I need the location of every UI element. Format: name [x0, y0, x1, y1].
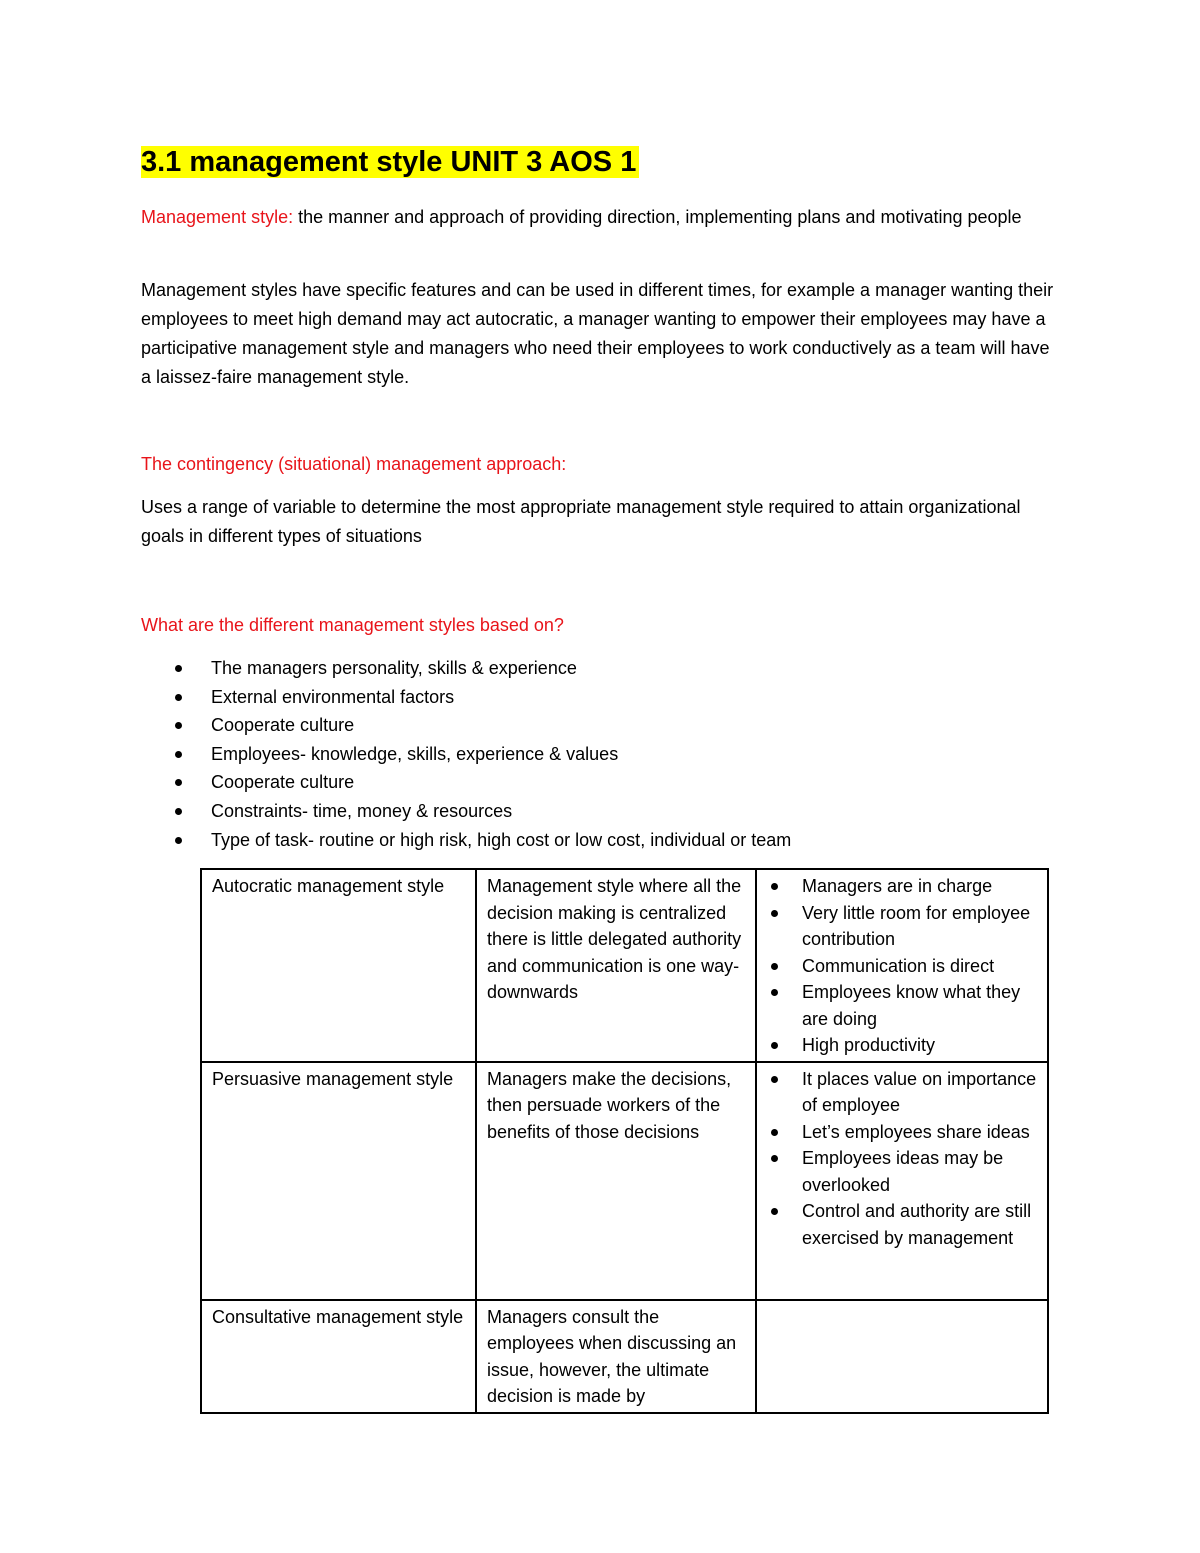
list-item: Managers are in charge [767, 873, 1037, 900]
bullet-icon [175, 751, 182, 758]
bullet-icon [771, 1155, 778, 1162]
based-on-list [141, 654, 791, 854]
style-points-cell [756, 1062, 1048, 1300]
based-on-heading: What are the different management styles based on? [141, 615, 564, 635]
management-styles-table [200, 868, 1049, 1414]
bullet-icon [175, 665, 182, 672]
bullet-icon [771, 1208, 778, 1215]
points-list [767, 1066, 1037, 1252]
table-row [201, 869, 1048, 1062]
style-name-cell: Consultative management style [201, 1300, 476, 1413]
list-item: Type of task- routine or high risk, high cost or low cost, individual or team [141, 826, 791, 855]
page-title [141, 142, 639, 182]
bullet-icon [771, 989, 778, 996]
points-list [767, 873, 1037, 1059]
title-highlight: 3.1 management style UNIT 3 AOS 1 [141, 146, 639, 178]
bullet-icon [771, 910, 778, 917]
style-description-cell: Managers consult the employees when discussing an issue, however, the ultimate decision is made by [476, 1300, 756, 1413]
definition-paragraph [141, 203, 1061, 232]
bullet-icon [175, 779, 182, 786]
list-item: High productivity [767, 1032, 1037, 1059]
bullet-icon [771, 883, 778, 890]
style-description-cell: Managers make the decisions, then persuade workers of the benefits of those decisions [476, 1062, 756, 1300]
list-item: The managers personality, skills & experience [141, 654, 791, 683]
list-item: Employees- knowledge, skills, experience & values [141, 740, 791, 769]
list-item: Very little room for employee contribution [767, 900, 1037, 953]
list-item: Let’s employees share ideas [767, 1119, 1037, 1146]
list-item: It places value on importance of employee [767, 1066, 1037, 1119]
intro-paragraph: Management styles have specific features and can be used in different times, for example a manager wanting their employees to meet high demand may act autocratic, a manager wanting to empower their employees may have a participative management style and managers who need their employees to work conductively as a team will have a laissez-faire management style. [141, 280, 1054, 387]
list-item: Communication is direct [767, 953, 1037, 980]
bullet-icon [771, 963, 778, 970]
list-item: Employees ideas may be overlooked [767, 1145, 1037, 1198]
list-item: Employees know what they are doing [767, 979, 1037, 1032]
definition-text: the manner and approach of providing direction, implementing plans and motivating people [293, 207, 1022, 227]
bullet-icon [175, 694, 182, 701]
list-item: Control and authority are still exercised by management [767, 1198, 1037, 1251]
style-description-cell: Management style where all the decision making is centralized there is little delegated authority and communication is one way-downwards [476, 869, 756, 1062]
list-item: Cooperate culture [141, 768, 791, 797]
style-points-cell [756, 869, 1048, 1062]
bullet-icon [771, 1042, 778, 1049]
bullet-icon [175, 808, 182, 815]
list-item: Cooperate culture [141, 711, 791, 740]
table-row [201, 1062, 1048, 1300]
style-points-cell [756, 1300, 1048, 1413]
bullet-icon [771, 1076, 778, 1083]
definition-term: Management style: [141, 207, 294, 227]
bullet-icon [175, 722, 182, 729]
table-row [201, 1300, 1048, 1413]
bullet-icon [175, 837, 182, 844]
style-name-cell: Autocratic management style [201, 869, 476, 1062]
contingency-heading: The contingency (situational) management approach: [141, 454, 567, 474]
contingency-text: Uses a range of variable to determine the most appropriate management style required to attain organizational goals in different types of situations [141, 497, 1021, 546]
style-name-cell: Persuasive management style [201, 1062, 476, 1300]
list-item: External environmental factors [141, 683, 791, 712]
bullet-icon [771, 1129, 778, 1136]
list-item: Constraints- time, money & resources [141, 797, 791, 826]
